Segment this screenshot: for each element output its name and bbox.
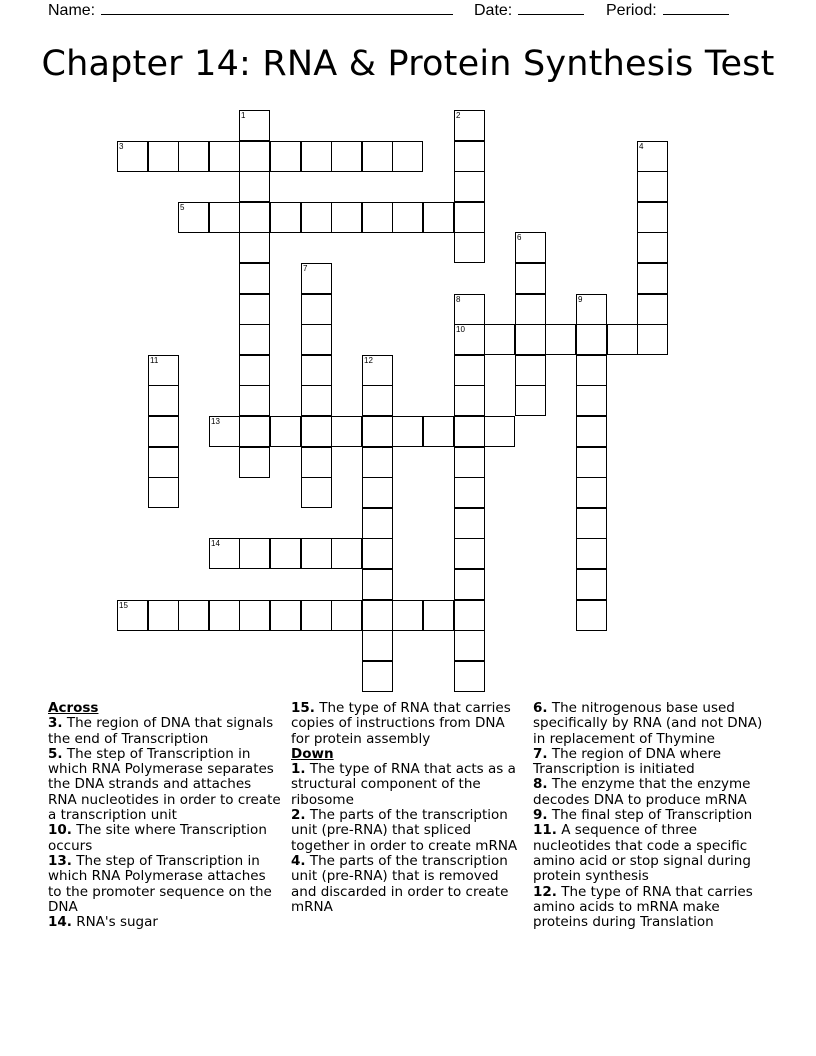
clue-down-4: 4. The parts of the transcription unit (pre-RNA) that is removed and discarded in order to create mRNA [291,852,509,915]
grid-cell[interactable] [576,477,607,508]
grid-cell[interactable] [301,447,332,478]
clue-number-label: 6 [517,233,522,242]
grid-cell[interactable] [484,324,515,355]
grid-cell[interactable] [515,263,546,294]
grid-cell[interactable] [362,569,393,600]
grid-cell[interactable] [148,477,179,508]
date-label: Date: [474,2,513,19]
grid-cell[interactable] [637,232,668,263]
grid-cell[interactable] [454,508,485,539]
grid-cell[interactable] [331,416,362,447]
clue-across-14: 14. RNA's sugar [48,914,158,931]
grid-cell[interactable] [454,232,485,263]
grid-cell[interactable] [239,141,270,172]
clue-down-1: 1. The type of RNA that acts as a structural component of the ribosome [291,761,516,808]
grid-cell[interactable] [148,447,179,478]
grid-cell[interactable] [454,447,485,478]
clue-down-8: 8. The enzyme that the enzyme decodes DNA to produce mRNA [533,776,751,808]
grid-cell[interactable] [392,600,423,631]
clue-number-label: 1 [241,111,246,120]
clue-down-6: 6. The nitrogenous base used specifically by RNA (and not DNA) in replacement of Thymine [533,700,763,747]
grid-cell[interactable] [515,385,546,416]
name-label: Name: [48,2,96,19]
clue-number-label: 12 [364,356,373,365]
grid-cell[interactable] [178,600,209,631]
clue-number-label: 4 [639,142,644,151]
clue-across-10: 10. The site where Transcription occurs [48,822,267,854]
grid-cell[interactable] [454,661,485,692]
grid-cell[interactable] [301,477,332,508]
grid-cell[interactable] [331,141,362,172]
grid-cell[interactable] [423,600,454,631]
grid-cell[interactable] [515,294,546,325]
grid-cell[interactable] [362,600,393,631]
clue-number-label: 2 [456,111,461,120]
grid-cell[interactable] [637,171,668,202]
grid-cell[interactable] [239,538,270,569]
clue-across-15: 15. The type of RNA that carries copies of instructions from DNA for protein assembly [291,700,511,747]
grid-cell[interactable] [301,294,332,325]
clue-number-label: 9 [578,295,583,304]
grid-cell[interactable] [239,600,270,631]
grid-cell[interactable] [331,202,362,233]
clue-number-label: 14 [211,539,220,548]
grid-cell[interactable] [392,141,423,172]
grid-cell[interactable] [454,355,485,386]
grid-cell[interactable] [576,385,607,416]
clue-across-5: 5. The step of Transcription in which RNA Polymerase separates the DNA strands and attaches RNA nucleotides in order to create a transcription unit [48,745,281,824]
grid-cell[interactable] [454,202,485,233]
grid-cell[interactable] [637,324,668,355]
clue-number-label: 11 [150,356,159,365]
clue-across-13: 13. The step of Transcription in which RNA Polymerase attaches to the promoter sequence on the DNA [48,852,272,915]
grid-cell[interactable] [423,416,454,447]
clue-number-label: 13 [211,417,220,426]
grid-cell[interactable] [576,569,607,600]
grid-cell[interactable] [362,508,393,539]
clues-column-3 [533,701,767,930]
grid-cell[interactable] [362,477,393,508]
grid-cell[interactable] [362,416,393,447]
grid-cell[interactable] [301,324,332,355]
grid-cell[interactable] [301,385,332,416]
grid-cell[interactable] [362,447,393,478]
grid-cell[interactable] [362,141,393,172]
grid-cell[interactable] [301,538,332,569]
grid-cell[interactable] [331,538,362,569]
clue-number-label: 10 [456,325,465,334]
grid-cell[interactable] [576,600,607,631]
grid-cell[interactable] [454,600,485,631]
grid-cell[interactable] [423,202,454,233]
grid-cell[interactable] [576,324,607,355]
grid-cell[interactable] [239,324,270,355]
grid-cell[interactable] [454,385,485,416]
grid-cell[interactable] [637,202,668,233]
grid-cell[interactable] [239,202,270,233]
grid-cell[interactable] [301,355,332,386]
period-label: Period: [606,2,657,19]
clue-number-label: 7 [303,264,308,273]
grid-cell[interactable] [362,538,393,569]
grid-cell[interactable] [331,600,362,631]
grid-cell[interactable] [362,385,393,416]
clue-down-9: 9. The final step of Transcription [533,807,753,824]
clue-number-label: 3 [119,142,124,151]
grid-cell[interactable] [392,202,423,233]
grid-cell[interactable] [392,416,423,447]
grid-cell[interactable] [239,355,270,386]
grid-cell[interactable] [454,630,485,661]
clue-number-label: 15 [119,601,128,610]
grid-cell[interactable] [515,324,546,355]
grid-cell[interactable] [576,447,607,478]
grid-cell[interactable] [454,538,485,569]
clue-down-12: 12. The type of RNA that carries amino acids to mRNA make proteins during Translation [533,883,753,931]
clues-column-1 [48,701,282,930]
grid-cell[interactable] [239,447,270,478]
grid-cell[interactable] [484,416,515,447]
clue-number-label: 5 [180,203,185,212]
grid-cell[interactable] [545,324,576,355]
down-heading: Down [291,745,334,762]
grid-cell[interactable] [148,141,179,172]
across-heading: Across [48,700,99,716]
grid-cell[interactable] [607,324,638,355]
grid-cell[interactable] [301,141,332,172]
grid-cell[interactable] [270,538,301,569]
grid-cell[interactable] [209,202,240,233]
grid-cell[interactable] [148,600,179,631]
grid-cell[interactable] [239,385,270,416]
clue-across-3: 3. The region of DNA that signals the end of Transcription [48,715,274,747]
grid-cell[interactable] [362,661,393,692]
grid-cell[interactable] [454,141,485,172]
clue-down-11: 11. A sequence of three nucleotides that code a specific amino acid or stop signal during protein synthesis [533,822,751,885]
grid-cell[interactable] [148,416,179,447]
grid-cell[interactable] [301,416,332,447]
grid-cell[interactable] [270,600,301,631]
grid-cell[interactable] [637,294,668,325]
grid-cell[interactable] [454,171,485,202]
grid-cell[interactable] [270,416,301,447]
grid-cell[interactable] [209,141,240,172]
grid-cell[interactable] [148,385,179,416]
grid-cell[interactable] [178,141,209,172]
grid-cell[interactable] [576,416,607,447]
grid-cell[interactable] [454,569,485,600]
grid-cell[interactable] [576,355,607,386]
grid-cell[interactable] [576,508,607,539]
grid-cell[interactable] [239,232,270,263]
grid-cell[interactable] [454,477,485,508]
grid-cell[interactable] [362,202,393,233]
grid-cell[interactable] [239,263,270,294]
grid-cell[interactable] [239,416,270,447]
grid-cell[interactable] [362,630,393,661]
clues-column-2 [291,701,525,915]
grid-cell[interactable] [239,294,270,325]
grid-cell[interactable] [576,538,607,569]
clue-number-label: 8 [456,295,461,304]
grid-cell[interactable] [239,171,270,202]
grid-cell[interactable] [209,600,240,631]
page-title: Chapter 14: RNA & Protein Synthesis Test [41,44,775,84]
grid-cell[interactable] [454,416,485,447]
grid-cell[interactable] [270,141,301,172]
clue-down-7: 7. The region of DNA where Transcription is initiated [533,745,721,778]
grid-cell[interactable] [270,202,301,233]
grid-cell[interactable] [301,600,332,631]
grid-cell[interactable] [301,202,332,233]
grid-cell[interactable] [515,355,546,386]
clue-down-2: 2. The parts of the transcription unit (pre-RNA) that spliced together in order to create mRNA [291,807,518,854]
grid-cell[interactable] [637,263,668,294]
